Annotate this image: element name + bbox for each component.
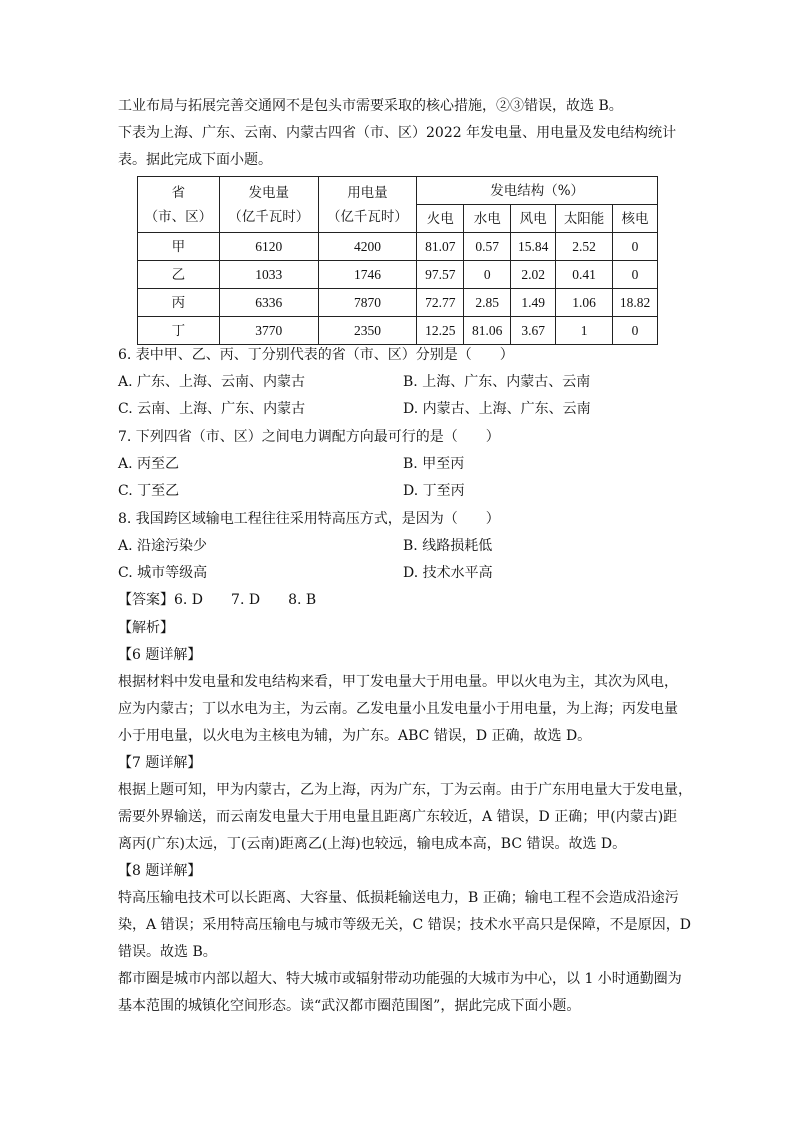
header-wind: 风电	[511, 205, 556, 233]
analysis-title: 【解析】	[118, 620, 174, 636]
outro-line-1: 都市圈是城市内部以超大、特大城市或辐射带动功能强的大城市为中心，以 1 小时通勤圈为	[118, 971, 682, 987]
question-7-stem: 7. 下列四省（市、区）之间电力调配方向最可行的是（ ）	[118, 429, 500, 445]
q6-option-d: D. 内蒙古、上海、广东、云南	[403, 401, 591, 417]
answer-line: 【答案】6. D 7. D 8. B	[118, 592, 317, 608]
row-name: 乙	[138, 261, 220, 289]
row-use: 7870	[318, 289, 417, 317]
row-solar: 1	[556, 317, 613, 345]
row-use: 4200	[318, 233, 417, 261]
q6-option-a: A. 广东、上海、云南、内蒙古	[118, 374, 306, 390]
q7-option-d: D. 丁至丙	[403, 483, 465, 499]
row-gen: 6336	[219, 289, 318, 317]
row-solar: 1.06	[556, 289, 613, 317]
table-row	[138, 233, 658, 261]
row-name: 丙	[138, 289, 220, 317]
row-nuclear: 18.82	[613, 289, 658, 317]
table-row	[138, 317, 658, 345]
header-generation: 发电量 （亿千瓦时）	[219, 177, 318, 233]
row-wind: 1.49	[511, 289, 556, 317]
q8-option-d: D. 技术水平高	[403, 565, 493, 581]
row-gen: 3770	[219, 317, 318, 345]
header-fire: 火电	[417, 205, 464, 233]
row-use: 1746	[318, 261, 417, 289]
q6-option-c: C. 云南、上海、广东、内蒙古	[118, 401, 306, 417]
header-province: 省 （市、区）	[138, 177, 220, 233]
header-consumption: 用电量 （亿千瓦时）	[318, 177, 417, 233]
table-row	[138, 261, 658, 289]
row-gen: 1033	[219, 261, 318, 289]
table-row	[138, 289, 658, 317]
row-name: 丁	[138, 317, 220, 345]
row-use: 2350	[318, 317, 417, 345]
row-fire: 81.07	[417, 233, 464, 261]
detail-6-line-3: 小于用电量，以火电为主核电为辅，为广东。ABC 错误，D 正确，故选 D。	[118, 728, 592, 744]
row-wind: 3.67	[511, 317, 556, 345]
q8-option-a: A. 沿途污染少	[118, 538, 208, 554]
detail-8-line-2: 染，A 错误；采用特高压输电与城市等级无关，C 错误；技术水平高只是保障，不是原因，D	[118, 917, 691, 933]
detail-7-line-2: 需要外界输送，而云南发电量大于用电量且距离广东较近，A 错误，D 正确；甲(内蒙古)距	[118, 809, 678, 825]
row-gen: 6120	[219, 233, 318, 261]
detail-8-line-3: 错误。故选 B。	[118, 944, 217, 960]
q8-option-c: C. 城市等级高	[118, 565, 208, 581]
detail-7-line-3: 离丙(广东)太远，丁(云南)距离乙(上海)也较远，输电成本高，BC 错误。故选 D。	[118, 836, 627, 852]
outro-line-2: 基本范围的城镇化空间形态。读“武汉都市圈范围图”，据此完成下面小题。	[118, 998, 581, 1014]
table-header-row	[138, 177, 658, 205]
detail-6-line-1: 根据材料中发电量和发电结构来看，甲丁发电量大于用电量。甲以火电为主，其次为风电，	[118, 674, 678, 690]
row-nuclear: 0	[613, 317, 658, 345]
header-solar: 太阳能	[556, 205, 613, 233]
row-solar: 0.41	[556, 261, 613, 289]
row-wind: 15.84	[511, 233, 556, 261]
q7-option-b: B. 甲至丙	[403, 456, 465, 472]
q7-option-a: A. 丙至乙	[118, 456, 180, 472]
row-fire: 72.77	[417, 289, 464, 317]
row-water: 81.06	[464, 317, 511, 345]
row-water: 2.85	[464, 289, 511, 317]
question-8-stem: 8. 我国跨区域输电工程往往采用特高压方式，是因为（ ）	[118, 511, 500, 527]
power-statistics-table	[137, 176, 658, 345]
intro-line-3: 表。据此完成下面小题。	[118, 152, 272, 168]
intro-line-2: 下表为上海、广东、云南、内蒙古四省（市、区）2022 年发电量、用电量及发电结构统计	[118, 125, 677, 141]
detail-8-line-1: 特高压输电技术可以长距离、大容量、低损耗输送电力，B 正确；输电工程不会造成沿途污	[118, 890, 679, 906]
row-water: 0.57	[464, 233, 511, 261]
question-6-stem: 6. 表中甲、乙、丙、丁分别代表的省（市、区）分别是（ ）	[118, 347, 514, 363]
row-solar: 2.52	[556, 233, 613, 261]
header-structure: 发电结构（%）	[417, 177, 658, 205]
header-water: 水电	[464, 205, 511, 233]
row-nuclear: 0	[613, 233, 658, 261]
q8-option-b: B. 线路损耗低	[403, 538, 493, 554]
detail-7-line-1: 根据上题可知，甲为内蒙古，乙为上海，丙为广东，丁为云南。由于广东用电量大于发电量，	[118, 782, 692, 798]
q6-option-b: B. 上海、广东、内蒙古、云南	[403, 374, 591, 390]
header-nuclear: 核电	[613, 205, 658, 233]
intro-line-1: 工业布局与拓展完善交通网不是包头市需要采取的核心措施，②③错误，故选 B。	[118, 98, 623, 114]
row-fire: 97.57	[417, 261, 464, 289]
row-nuclear: 0	[613, 261, 658, 289]
row-wind: 2.02	[511, 261, 556, 289]
detail-6-title: 【6 题详解】	[118, 647, 202, 663]
detail-8-title: 【8 题详解】	[118, 863, 202, 879]
row-fire: 12.25	[417, 317, 464, 345]
detail-6-line-2: 应为内蒙古；丁以水电为主，为云南。乙发电量小且发电量小于用电量，为上海；丙发电量	[118, 701, 678, 717]
row-name: 甲	[138, 233, 220, 261]
q7-option-c: C. 丁至乙	[118, 483, 180, 499]
row-water: 0	[464, 261, 511, 289]
detail-7-title: 【7 题详解】	[118, 755, 202, 771]
